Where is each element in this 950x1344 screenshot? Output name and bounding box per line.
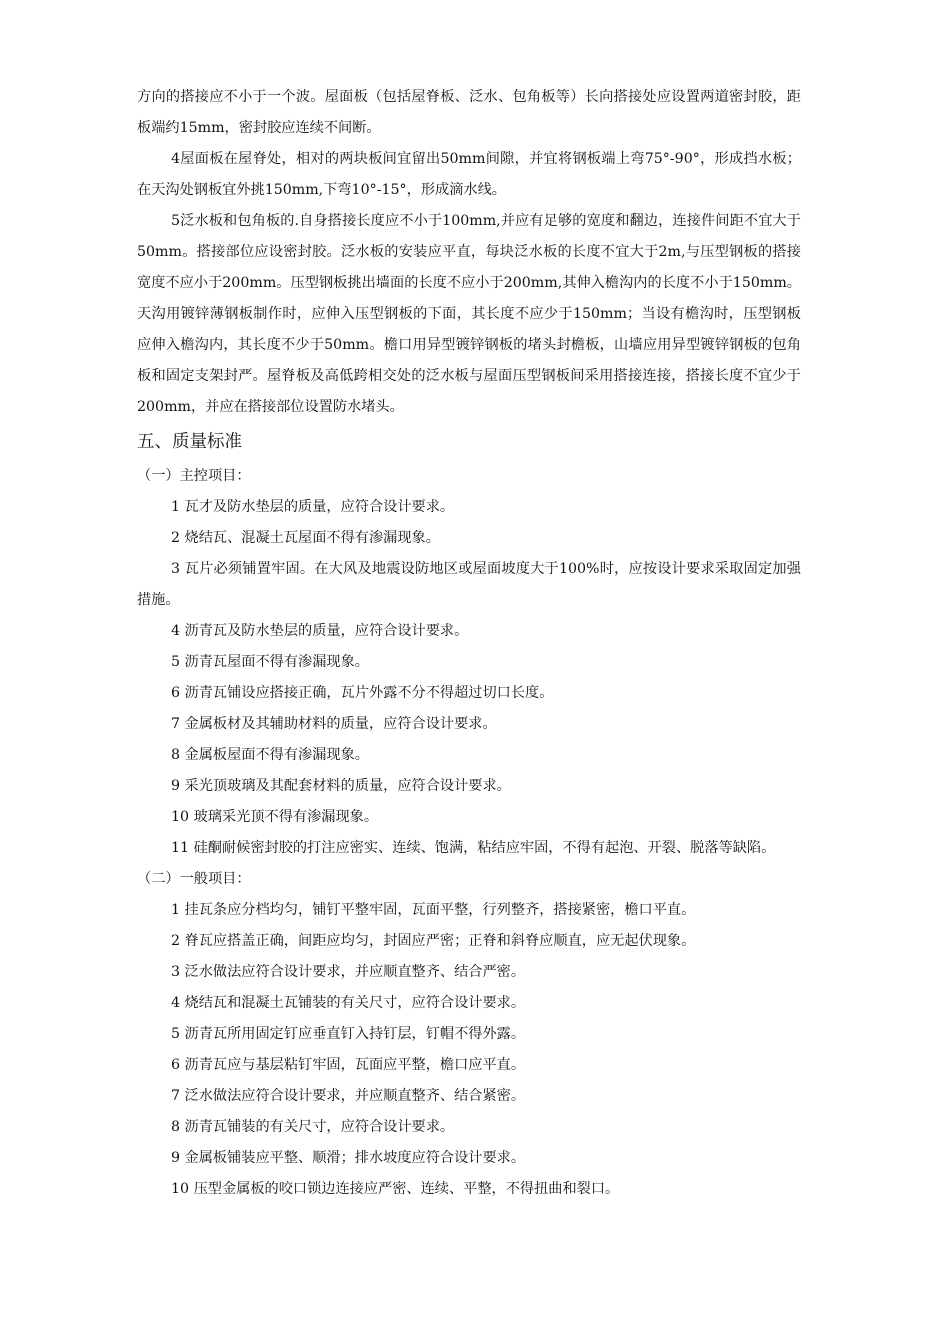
subsection-title-main-items: （一）主控项目： [137,468,251,484]
list-item: 7 金属板材及其辅助材料的质量，应符合设计要求。 [171,716,497,732]
list-item: 7 泛水做法应符合设计要求，并应顺直整齐、结合紧密。 [171,1088,526,1104]
list-item: 2 烧结瓦、混凝土瓦屋面不得有渗漏现象。 [171,530,440,546]
list-item: 4 沥青瓦及防水垫层的质量，应符合设计要求。 [171,623,469,639]
section-title-quality-standard: 五、质量标准 [137,432,242,452]
list-item: 9 采光顶玻璃及其配套材料的质量，应符合设计要求。 [171,778,511,794]
list-item: 11 硅酮耐候密封胶的打注应密实、连续、饱满，粘结应牢固，不得有起泡、开裂、脱落等缺陷。 [171,840,776,856]
list-item: 9 金属板铺装应平整、顺滑；排水坡度应符合设计要求。 [171,1150,526,1166]
list-item: 5 沥青瓦屋面不得有渗漏现象。 [171,654,369,670]
subsection-title-general-items: （二）一般项目： [137,871,251,887]
list-item: 3 瓦片必须铺置牢固。在大风及地震设防地区或屋面坡度大于100%时，应按设计要求采取固定加强措施。 [137,561,801,608]
document-body [137,82,801,1205]
list-item: 8 金属板屋面不得有渗漏现象。 [171,747,369,763]
list-item: 5 沥青瓦所用固定钉应垂直钉入持钉层，钉帽不得外露。 [171,1026,526,1042]
list-item: 10 压型金属板的咬口锁边连接应严密、连续、平整，不得扭曲和裂口。 [171,1181,620,1197]
list-item: 1 挂瓦条应分档均匀，铺钉平整牢固，瓦面平整，行列整齐，搭接紧密，檐口平直。 [171,902,696,918]
list-item: 3 泛水做法应符合设计要求，并应顺直整齐、结合严密。 [171,964,526,980]
list-item: 4 烧结瓦和混凝土瓦铺装的有关尺寸，应符合设计要求。 [171,995,526,1011]
paragraph-flashing: 5泛水板和包角板的.自身搭接长度应不小于100mm,并应有足够的宽度和翻边，连接件间距不宜大于50mm。搭接部位应设密封胶。泛水板的安装应平直，每块泛水板的长度不宜大于2m,与压型钢板的搭接宽度不应小于200mm。压型钢板挑出墙面的长度不应小于200mm,其伸入檐沟内的长度不小于150mm。天沟用镀锌薄钢板制作时，应伸入压型钢板的下面，其长度不应少于150mm；当设有檐沟时，压型钢板应伸入檐沟内，其长度不少于50mm。檐口用异型镀锌钢板的堵头封檐板，山墙应用异型镀锌钢板的包角板和固定支架封严。屋脊板及高低跨相交处的泛水板与屋面压型钢板间采用搭接连接，搭接长度不宜少于200mm，并应在搭接部位设置防水堵头。 [137,213,801,415]
paragraph-lap-joint: 方向的搭接应不小于一个波。屋面板（包括屋脊板、泛水、包角板等）长向搭接处应设置两道密封胶，距板端约15mm，密封胶应连续不间断。 [137,89,801,136]
list-item: 8 沥青瓦铺装的有关尺寸，应符合设计要求。 [171,1119,455,1135]
list-item: 10 玻璃采光顶不得有渗漏现象。 [171,809,379,825]
list-item: 6 沥青瓦铺设应搭接正确，瓦片外露不分不得超过切口长度。 [171,685,554,701]
list-item: 1 瓦才及防水垫层的质量，应符合设计要求。 [171,499,455,515]
list-item: 2 脊瓦应搭盖正确，间距应均匀，封固应严密；正脊和斜脊应顺直，应无起伏现象。 [171,933,696,949]
paragraph-ridge: 4屋面板在屋脊处，相对的两块板间宜留出50mm间隙，并宜将钢板端上弯75°-90°，形成挡水板；在天沟处钢板宜外挑150mm,下弯10°-15°，形成滴水线。 [137,151,801,198]
list-item: 6 沥青瓦应与基层粘钉牢固，瓦面应平整，檐口应平直。 [171,1057,526,1073]
